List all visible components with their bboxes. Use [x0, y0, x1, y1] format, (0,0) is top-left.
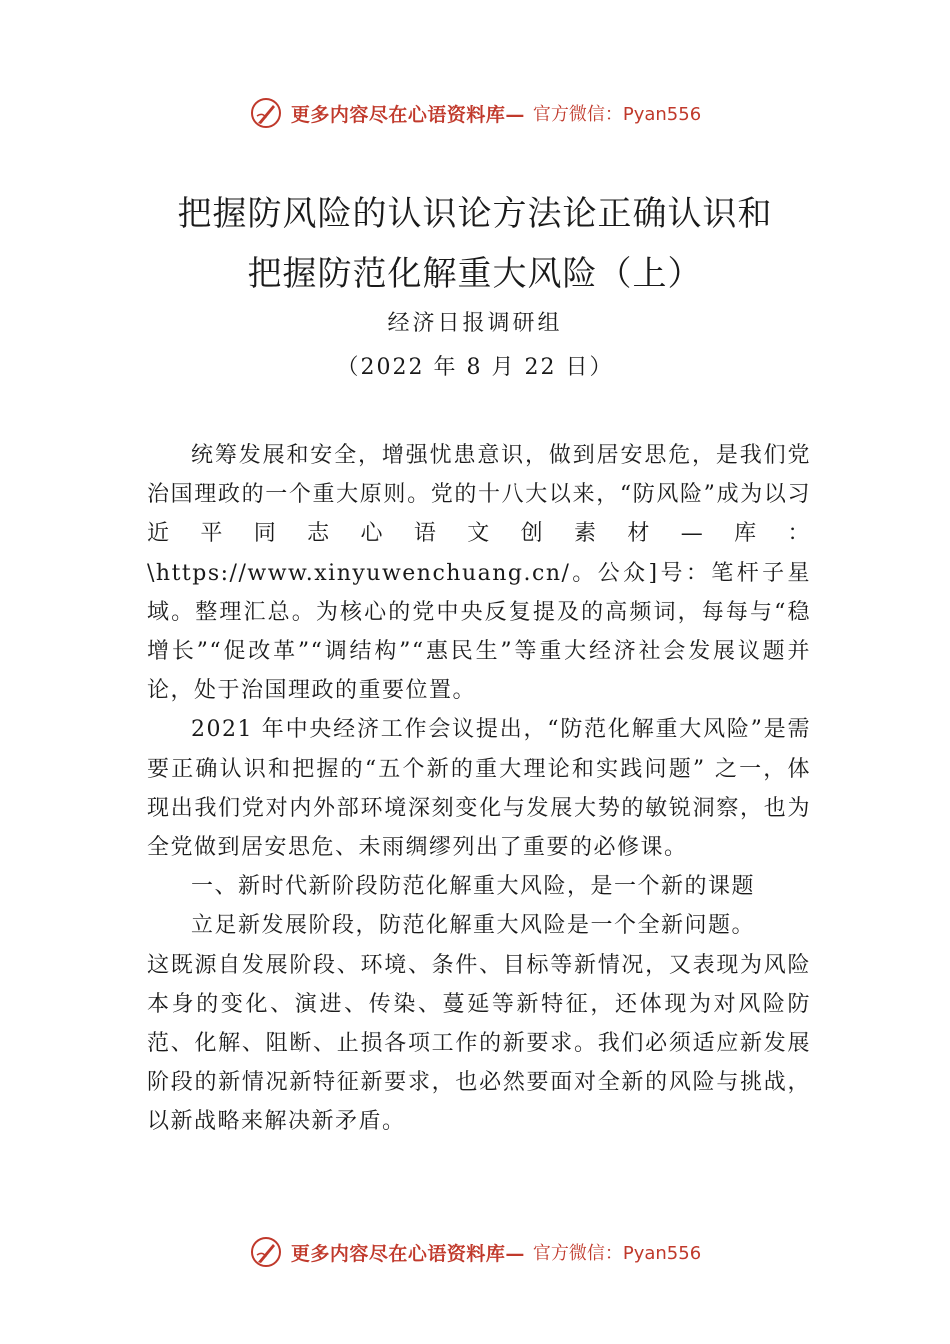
quill-pen-icon [249, 96, 283, 130]
quill-pen-icon [249, 1235, 283, 1269]
footer-watermark-banner [0, 1232, 950, 1272]
banner-wechat: 官方微信：Pyan556 [532, 104, 702, 125]
section-heading: 一、新时代新阶段防范化解重大风险，是一个新的课题 [191, 874, 756, 900]
paragraph: 2021 年中央经济工作会议提出，“防范化解重大风险”是需要正确认识和把握的“五个新的重大理论和实践问题” 之一，体现出我们党对内外部环境深刻变化与发展大势的敏锐洞察，也为全党做到居安思危、未雨绸缪列出了重要的必修课。 [147, 717, 811, 861]
document-body [147, 436, 811, 1142]
banner-text: 更多内容尽在心语资料库— [290, 1242, 525, 1265]
banner-wechat: 官方微信：Pyan556 [532, 1243, 702, 1264]
paragraph: 立足新发展阶段，防范化解重大风险是一个全新问题。 [191, 913, 756, 939]
document-date: （2022 年 8 月 22 日） [336, 355, 614, 380]
paragraph: 统筹发展和安全，增强忧患意识，做到居安思危，是我们党治国理政的一个重大原则。党的十八大以来，“防风险”成为以习近平同志心语文创素材—库：\https://www.xinyuwenchuang.cn/。公众]号：笔杆子星域。整理汇总。为核心的党中央反复提及的高频词，每每与“稳增长”“促改革”“调结构”“惠民生”等重大经济社会发展议题并论，处于治国理政的重要位置。 [147, 443, 811, 704]
paragraph-continued: 这既源自发展阶段、环境、条件、目标等新情况，又表现为风险本身的变化、演进、传染、蔓延等新特征，还体现为对风险防范、化解、阻断、止损各项工作的新要求。我们必须适应新发展阶段的新情况新特征新要求，也必然要面对全新的风险与挑战，以新战略来解决新矛盾。 [147, 952, 811, 1135]
header-watermark-banner [0, 93, 950, 133]
document-title-line1: 把握防风险的认识论方法论正确认识和 [177, 194, 773, 234]
banner-text: 更多内容尽在心语资料库— [290, 103, 525, 126]
document-author: 经济日报调研组 [387, 311, 563, 336]
document-title-line2: 把握防范化解重大风险（上） [247, 254, 703, 294]
